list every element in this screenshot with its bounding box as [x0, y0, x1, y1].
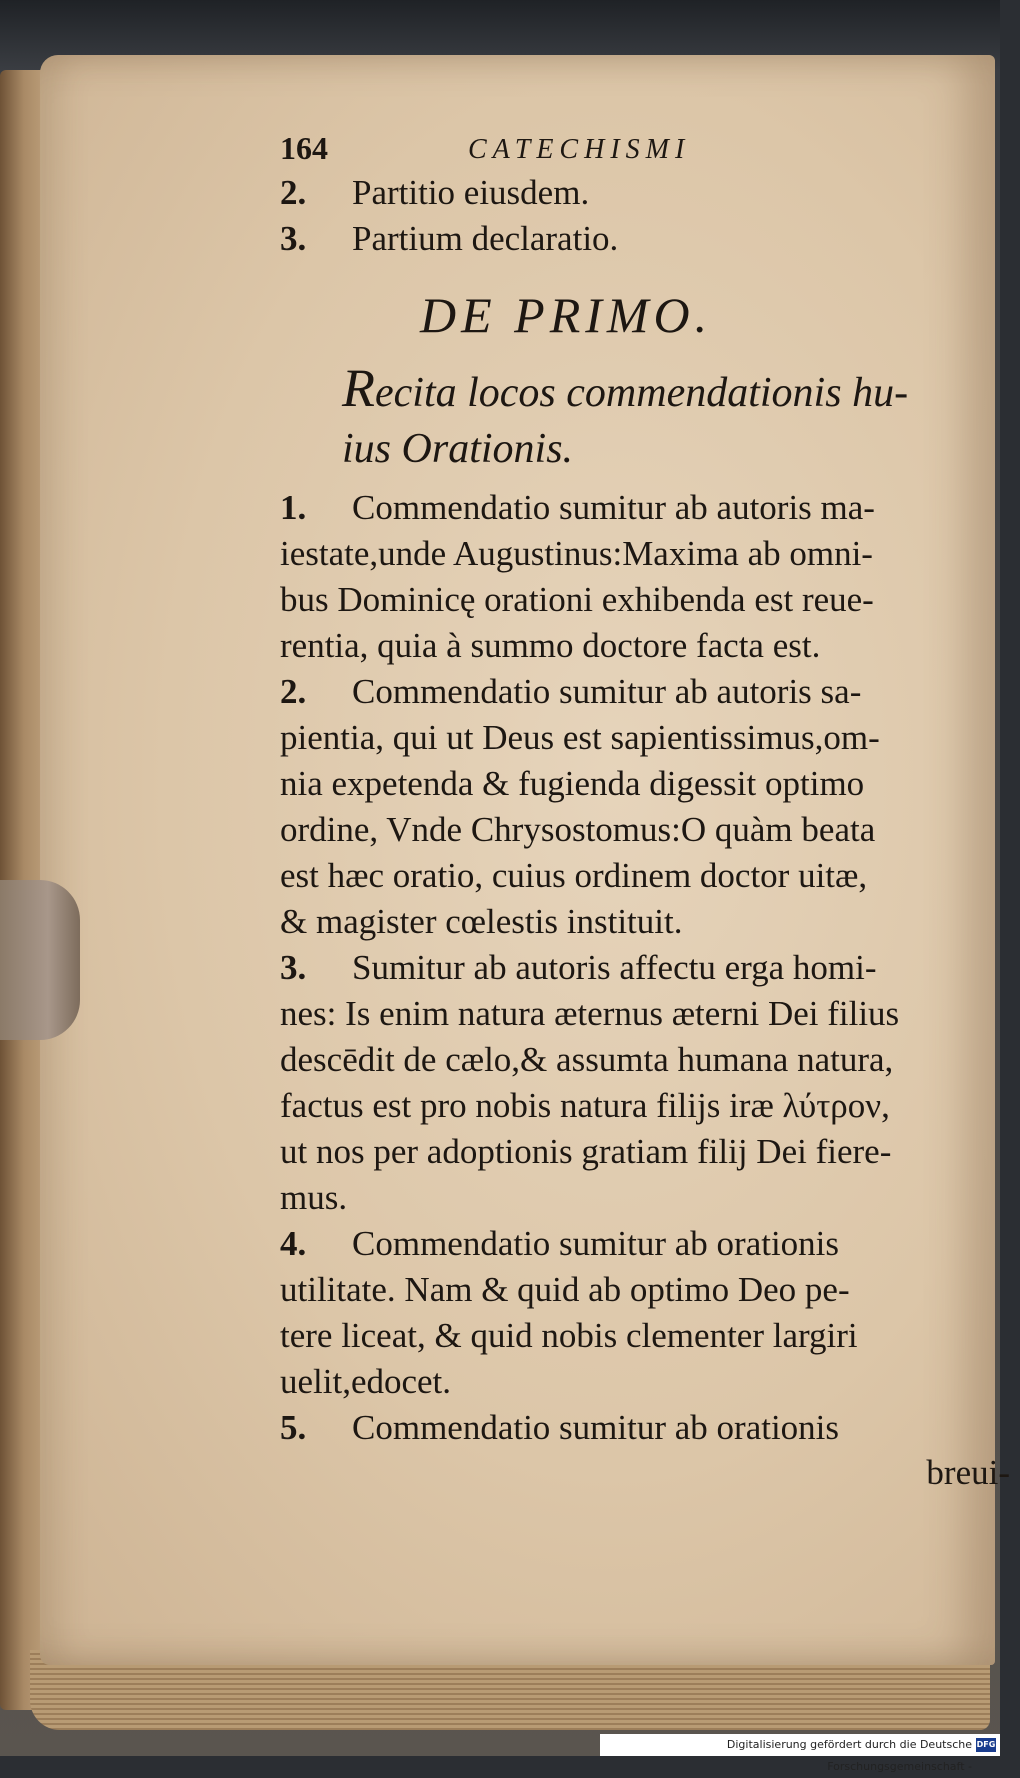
item-text: Partitio eiusdem.: [352, 173, 590, 212]
line-text: Sumitur ab autoris affectu erga homi-: [352, 948, 877, 987]
question-text-1: ecita locos commendationis hu-: [375, 370, 909, 416]
paragraph-line: [280, 945, 1020, 991]
paragraph-line: ut nos per adoptionis gratiam filij Dei fiere-: [280, 1132, 892, 1171]
paragraph-line: bus Dominicę orationi exhibenda est reue-: [280, 580, 874, 619]
question-initial: R: [342, 358, 375, 418]
paragraph-line: [280, 1405, 1020, 1451]
line-text: Commendatio sumitur ab orationis: [352, 1224, 840, 1263]
paragraph-line: descēdit de cælo,& assumta humana natura,: [280, 1040, 894, 1079]
list-item: [280, 216, 1020, 262]
page-text-block: [280, 130, 1020, 1493]
paragraph-line: & magister cœlestis instituit.: [280, 902, 683, 941]
question-line-2: ius Orationis.: [342, 426, 574, 472]
running-title: CATECHISMI: [468, 134, 691, 165]
bookmark-tab: [0, 880, 80, 1040]
paragraph-line: mus.: [280, 1178, 348, 1217]
paragraph-line: [280, 669, 1020, 715]
section-heading: DE PRIMO.: [420, 287, 713, 343]
paragraph-line: utilitate. Nam & quid ab optimo Deo pe-: [280, 1270, 850, 1309]
dfg-logo: DFG: [976, 1738, 996, 1752]
paragraph-number: 4.: [280, 1224, 307, 1263]
paragraph-line: rentia, quia à summo doctore facta est.: [280, 626, 821, 665]
book-page: [40, 55, 1010, 1665]
paragraph-line: tere liceat, & quid nobis clementer largiri: [280, 1316, 858, 1355]
item-text: Partium declaratio.: [352, 219, 619, 258]
paragraph-line: est hæc oratio, cuius ordinem doctor uitæ,: [280, 856, 868, 895]
paragraph-line: nia expetenda & fugienda digessit optimo: [280, 764, 865, 803]
item-number: 2.: [280, 173, 307, 212]
line-text: Commendatio sumitur ab autoris sa-: [352, 672, 862, 711]
paragraph-line: [280, 1221, 1020, 1267]
page-header: [280, 130, 1020, 170]
paragraph-line: iestate,unde Augustinus:Maxima ab omni-: [280, 534, 873, 573]
list-item: [280, 170, 1020, 216]
page-number: 164: [280, 130, 328, 166]
answer-body: [280, 485, 1020, 1493]
catchword: breui-: [926, 1453, 1010, 1492]
paragraph-line: factus est pro nobis natura filijs iræ λύτρον,: [280, 1086, 890, 1125]
digitization-credit: Digitalisierung gefördert durch die Deutsche Forschungsgemeinschaft -: [600, 1734, 1000, 1756]
line-text: Commendatio sumitur ab orationis: [352, 1408, 840, 1447]
paragraph-number: 1.: [280, 488, 307, 527]
line-text: Commendatio sumitur ab autoris ma-: [352, 488, 875, 527]
paragraph-number: 2.: [280, 672, 307, 711]
paragraph-line: nes: Is enim natura æternus æterni Dei filius: [280, 994, 900, 1033]
paragraph-line: ordine, Vnde Chrysostomus:O quàm beata: [280, 810, 876, 849]
paragraph-number: 3.: [280, 948, 307, 987]
item-number: 3.: [280, 219, 307, 258]
paragraph-number: 5.: [280, 1408, 307, 1447]
paragraph-line: uelit,edocet.: [280, 1362, 452, 1401]
paragraph-line: pientia, qui ut Deus est sapientissimus,om-: [280, 718, 880, 757]
question-line-1: [342, 360, 1020, 421]
paragraph-line: [280, 485, 1020, 531]
